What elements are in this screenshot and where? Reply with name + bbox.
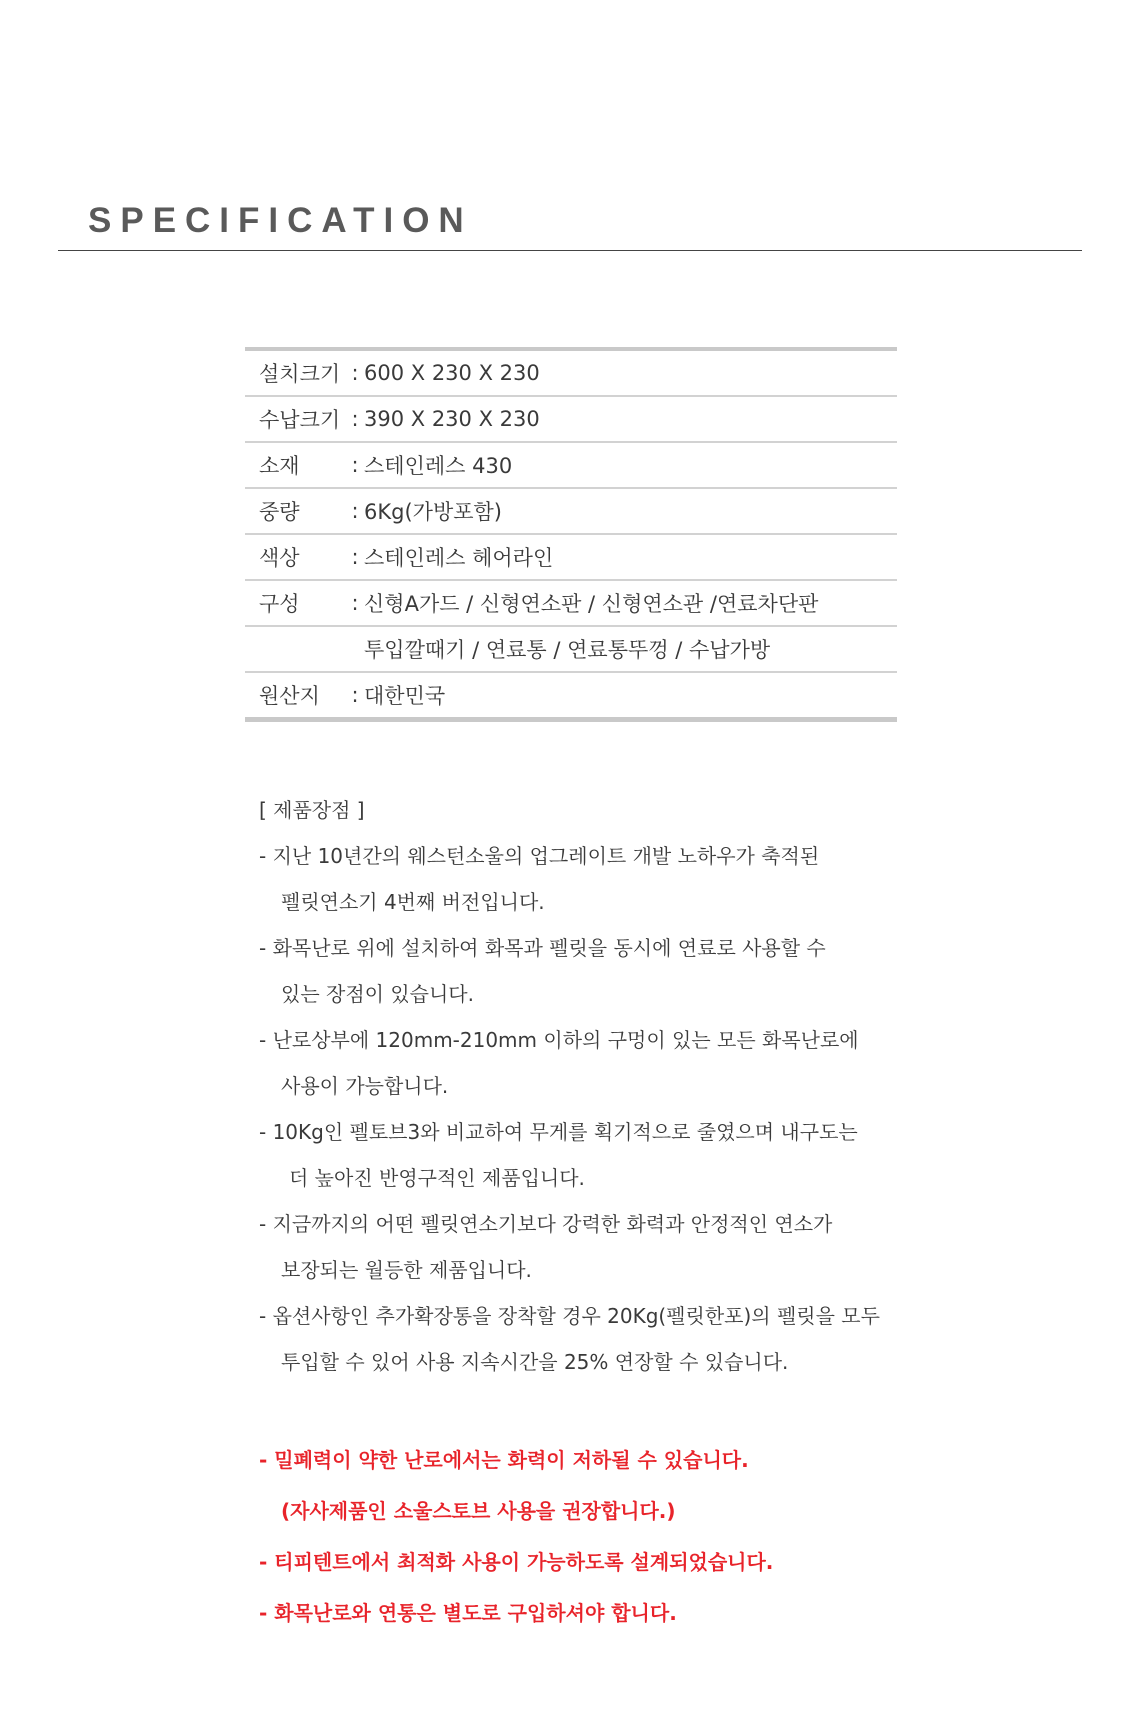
spec-label: 구성 — [259, 592, 300, 616]
spec-title: SPECIFICATION — [88, 201, 473, 240]
advantage-line: 있는 장점이 있습니다. — [281, 982, 474, 1006]
advantage-line: - 지난 10년간의 웨스턴소울의 업그레이트 개발 노하우가 축적된 — [259, 844, 820, 868]
advantages-heading: [ 제품장점 ] — [259, 798, 365, 822]
spec-label: 색상 — [259, 546, 300, 570]
spec-colon: : — [351, 545, 359, 569]
caution-note: - 화목난로와 연통은 별도로 구입하셔야 합니다. — [259, 1601, 677, 1625]
advantage-line: - 난로상부에 120mm-210mm 이하의 구멍이 있는 모든 화목난로에 — [259, 1028, 859, 1052]
spec-row-components — [245, 581, 897, 627]
spec-colon: : — [351, 499, 359, 523]
advantage-line: - 10Kg인 펠토브3와 비교하여 무게를 획기적으로 줄였으며 내구도는 — [259, 1120, 858, 1144]
spec-colon: : — [351, 683, 359, 707]
spec-value: 스테인레스 430 — [364, 454, 513, 478]
advantage-line: - 지금까지의 어떤 펠릿연소기보다 강력한 화력과 안정적인 연소가 — [259, 1212, 833, 1236]
spec-value: 600 X 230 X 230 — [364, 361, 540, 385]
title-underline — [58, 250, 1082, 251]
caution-note: - 밀폐력이 약한 난로에서는 화력이 저하될 수 있습니다. — [259, 1448, 749, 1472]
advantage-line: 더 높아진 반영구적인 제품입니다. — [289, 1166, 585, 1190]
spec-row-install-size — [245, 351, 897, 397]
spec-value: 390 X 230 X 230 — [364, 407, 540, 431]
spec-row-storage-size — [245, 397, 897, 443]
spec-value: 스테인레스 헤어라인 — [364, 546, 554, 570]
spec-label: 수납크기 — [259, 408, 341, 432]
spec-row-material — [245, 443, 897, 489]
advantage-line: 사용이 가능합니다. — [281, 1074, 449, 1098]
spec-label: 원산지 — [259, 684, 320, 708]
spec-row-origin — [245, 673, 897, 722]
spec-value: 대한민국 — [364, 684, 446, 708]
spec-label: 소재 — [259, 454, 300, 478]
advantage-line: 보장되는 월등한 제품입니다. — [281, 1258, 532, 1282]
advantage-line: - 옵션사항인 추가확장통을 장착할 경우 20Kg(펠릿한포)의 펠릿을 모두 — [259, 1304, 880, 1328]
advantage-line: 투입할 수 있어 사용 지속시간을 25% 연장할 수 있습니다. — [281, 1350, 789, 1374]
spec-value: 투입깔때기 / 연료통 / 연료통뚜껑 / 수납가방 — [364, 638, 771, 662]
spec-label: 중량 — [259, 500, 300, 524]
spec-colon: : — [351, 361, 359, 385]
spec-value: 6Kg(가방포함) — [364, 500, 502, 524]
advantage-line: - 화목난로 위에 설치하여 화목과 펠릿을 동시에 연료로 사용할 수 — [259, 936, 826, 960]
spec-table — [245, 347, 897, 722]
spec-row-components-continued — [245, 627, 897, 673]
spec-colon: : — [351, 591, 359, 615]
advantage-line: 펠릿연소기 4번째 버전입니다. — [281, 890, 545, 914]
spec-row-weight — [245, 489, 897, 535]
spec-label: 설치크기 — [259, 362, 341, 386]
spec-value: 신형A가드 / 신형연소판 / 신형연소관 /연료차단판 — [364, 592, 819, 616]
spec-colon: : — [351, 407, 359, 431]
caution-note: (자사제품인 소울스토브 사용을 권장합니다.) — [281, 1499, 676, 1523]
product-advantages — [259, 787, 979, 1385]
caution-note: - 티피텐트에서 최적화 사용이 가능하도록 설계되었습니다. — [259, 1550, 774, 1574]
spec-colon: : — [351, 453, 359, 477]
spec-row-color — [245, 535, 897, 581]
caution-notes — [259, 1435, 979, 1639]
